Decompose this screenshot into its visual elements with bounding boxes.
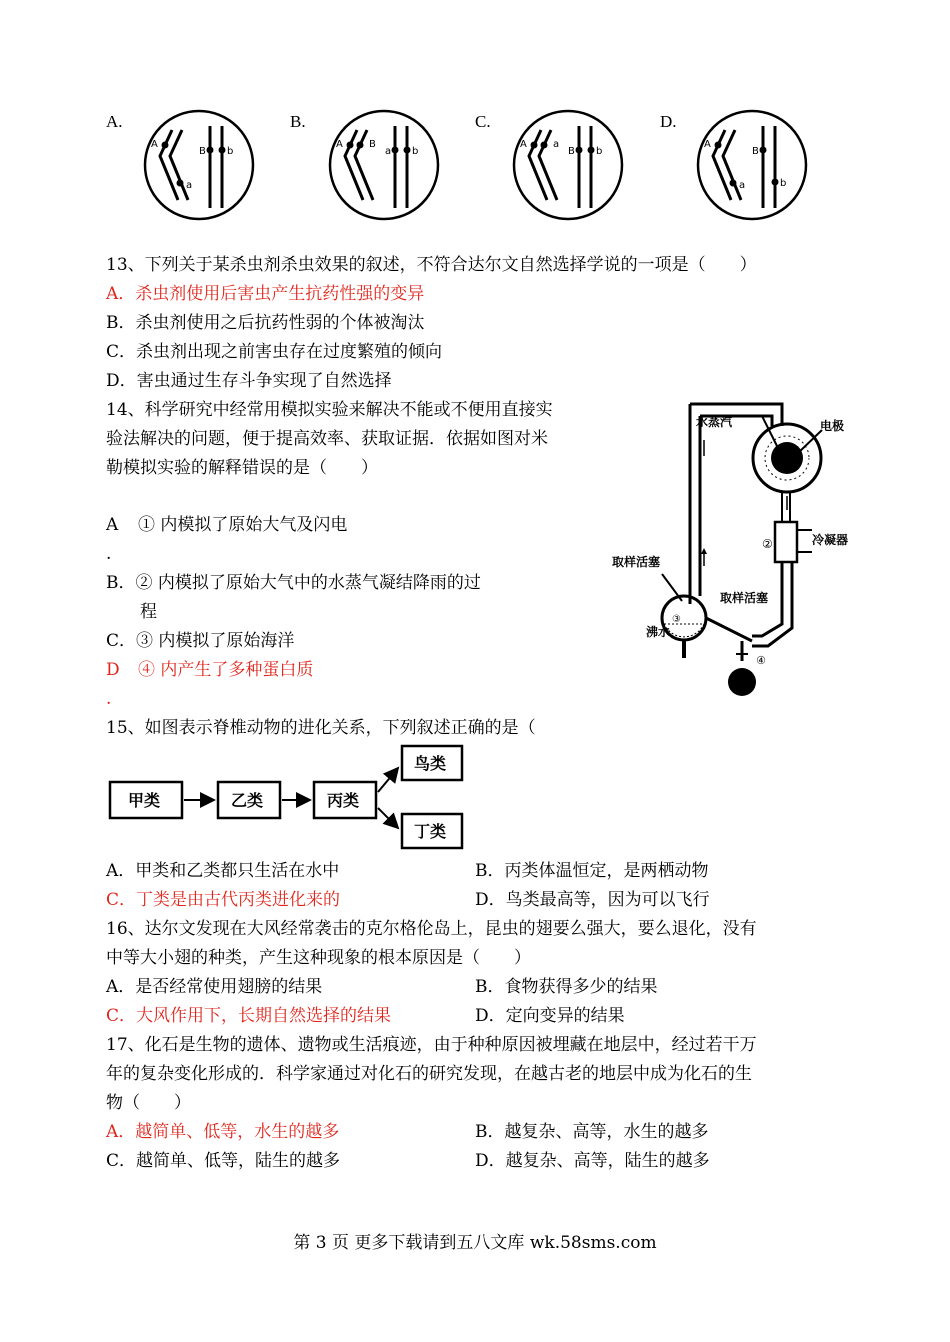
q14-option-a-dot: . (106, 544, 112, 564)
q16-option-b: B．食物获得多少的结果 (475, 977, 658, 997)
q12-option-b-cell (327, 108, 442, 223)
q13-option-a: A．杀虫剂使用后害虫产生抗药性强的变异 (106, 284, 425, 304)
steam-label: 水蒸汽 (696, 415, 733, 429)
q14-option-b-cont: 程 (140, 602, 157, 622)
label-3: ③ (672, 614, 681, 625)
gene-label: B (369, 139, 376, 150)
q15-stem: 15、如图表示脊椎动物的进化关系，下列叙述正确的是（ (106, 718, 536, 738)
q14-option-a: ① 内模拟了原始大气及闪电 (138, 515, 348, 535)
miller-apparatus-diagram (612, 396, 862, 702)
gene-label: a (385, 146, 392, 157)
q16-option-a: A．是否经常使用翅膀的结果 (106, 977, 323, 997)
box-yi: 乙类 (231, 791, 264, 810)
gene-label: a (186, 180, 193, 191)
q15-option-d: D．鸟类最高等，因为可以飞行 (475, 890, 710, 910)
q13-option-d: D．害虫通过生存斗争实现了自然选择 (106, 371, 392, 391)
q12-option-d-label: D. (660, 112, 677, 131)
q17-stem-line-3: 物（ ） (106, 1093, 191, 1113)
gene-label: b (780, 178, 787, 189)
label-2: ② (762, 537, 773, 551)
gene-label: B (568, 146, 575, 157)
condenser-label: 冷凝器 (812, 533, 849, 547)
gene-label: b (227, 146, 234, 157)
label-4: ④ (756, 654, 766, 667)
evolution-flow-diagram (106, 744, 466, 854)
gene-label: A (336, 139, 343, 150)
q17-option-c: C．越简单、低等，陆生的越多 (106, 1151, 341, 1171)
box-bing: 丙类 (327, 791, 360, 810)
sample-stopcock-left-label: 取样活塞 (612, 555, 661, 569)
q14-option-d-dot: . (106, 689, 112, 709)
q17-option-b: B．越复杂、高等，水生的越多 (475, 1122, 709, 1142)
gene-label: a (553, 139, 560, 150)
q12-option-c-label: C. (475, 112, 491, 131)
q12-option-a-label: A. (106, 112, 123, 131)
box-ding: 丁类 (414, 822, 447, 841)
gene-label: B (199, 146, 206, 157)
gene-label: A (704, 139, 711, 150)
q14-stem-line-2: 验法解决的问题，便于提高效率、获取证据．依据如图对米 (106, 429, 548, 449)
q14-option-a-letter: A (106, 515, 119, 535)
q14-option-d-letter: D (106, 660, 120, 680)
q12-option-b-label: B. (290, 112, 306, 131)
q12-option-a-cell (142, 108, 257, 223)
q16-option-d: D．定向变异的结果 (475, 1006, 625, 1026)
q16-option-c: C．大风作用下，长期自然选择的结果 (106, 1006, 392, 1026)
gene-label: A (151, 139, 158, 150)
q14-option-d: ④ 内产生了多种蛋白质 (138, 660, 314, 680)
q14-option-b: B．② 内模拟了原始大气中的水蒸气凝结降雨的过 (106, 573, 481, 593)
q17-option-a: A．越简单、低等，水生的越多 (106, 1122, 340, 1142)
q14-stem-line-3: 勒模拟实验的解释错误的是（ ） (106, 458, 378, 478)
box-niao: 鸟类 (414, 754, 447, 773)
q15-option-b: B．丙类体温恒定，是两栖动物 (475, 861, 709, 881)
q17-stem-line-2: 年的复杂变化形成的．科学家通过对化石的研究发现，在越古老的地层中成为化石的生 (106, 1064, 752, 1084)
gene-label: A (520, 139, 527, 150)
gene-label: B (752, 146, 759, 157)
q13-option-c: C．杀虫剂出现之前害虫存在过度繁殖的倾向 (106, 342, 443, 362)
q15-option-c: C．丁类是由古代丙类进化来的 (106, 890, 341, 910)
q12-option-d-cell (695, 108, 810, 223)
q13-option-b: B．杀虫剂使用之后抗药性弱的个体被淘汰 (106, 313, 425, 333)
q13-stem: 13、下列关于某杀虫剂杀虫效果的叙述，不符合达尔文自然选择学说的一项是（ ） (106, 255, 757, 275)
boiling-water-label: 沸水 (646, 625, 671, 639)
gene-label: b (596, 146, 603, 157)
q16-stem-line-2: 中等大小翅的种类，产生这种现象的根本原因是（ ） (106, 948, 531, 968)
q16-stem-line-1: 16、达尔文发现在大风经常袭击的克尔格伦岛上，昆虫的翅要么强大，要么退化，没有 (106, 919, 757, 939)
q15-option-a: A．甲类和乙类都只生活在水中 (106, 861, 340, 881)
sample-stopcock-right-label: 取样活塞 (720, 591, 769, 605)
label-1: ① (806, 450, 816, 463)
gene-label: a (739, 180, 746, 191)
q12-option-c-cell (511, 108, 626, 223)
q14-stem-line-1: 14、科学研究中经常用模拟实验来解决不能或不便用直接实 (106, 400, 553, 420)
box-jia: 甲类 (128, 791, 161, 810)
q17-option-d: D．越复杂、高等，陆生的越多 (475, 1151, 710, 1171)
q14-option-c: C．③ 内模拟了原始海洋 (106, 631, 295, 651)
page-footer: 第 3 页 更多下载请到五八文库 wk.58sms.com (293, 1233, 657, 1253)
gene-label: b (412, 146, 419, 157)
q17-stem-line-1: 17、化石是生物的遗体、遗物或生活痕迹，由于种种原因被埋藏在地层中，经过若干万 (106, 1035, 757, 1055)
electrode-label: 电极 (820, 419, 845, 433)
